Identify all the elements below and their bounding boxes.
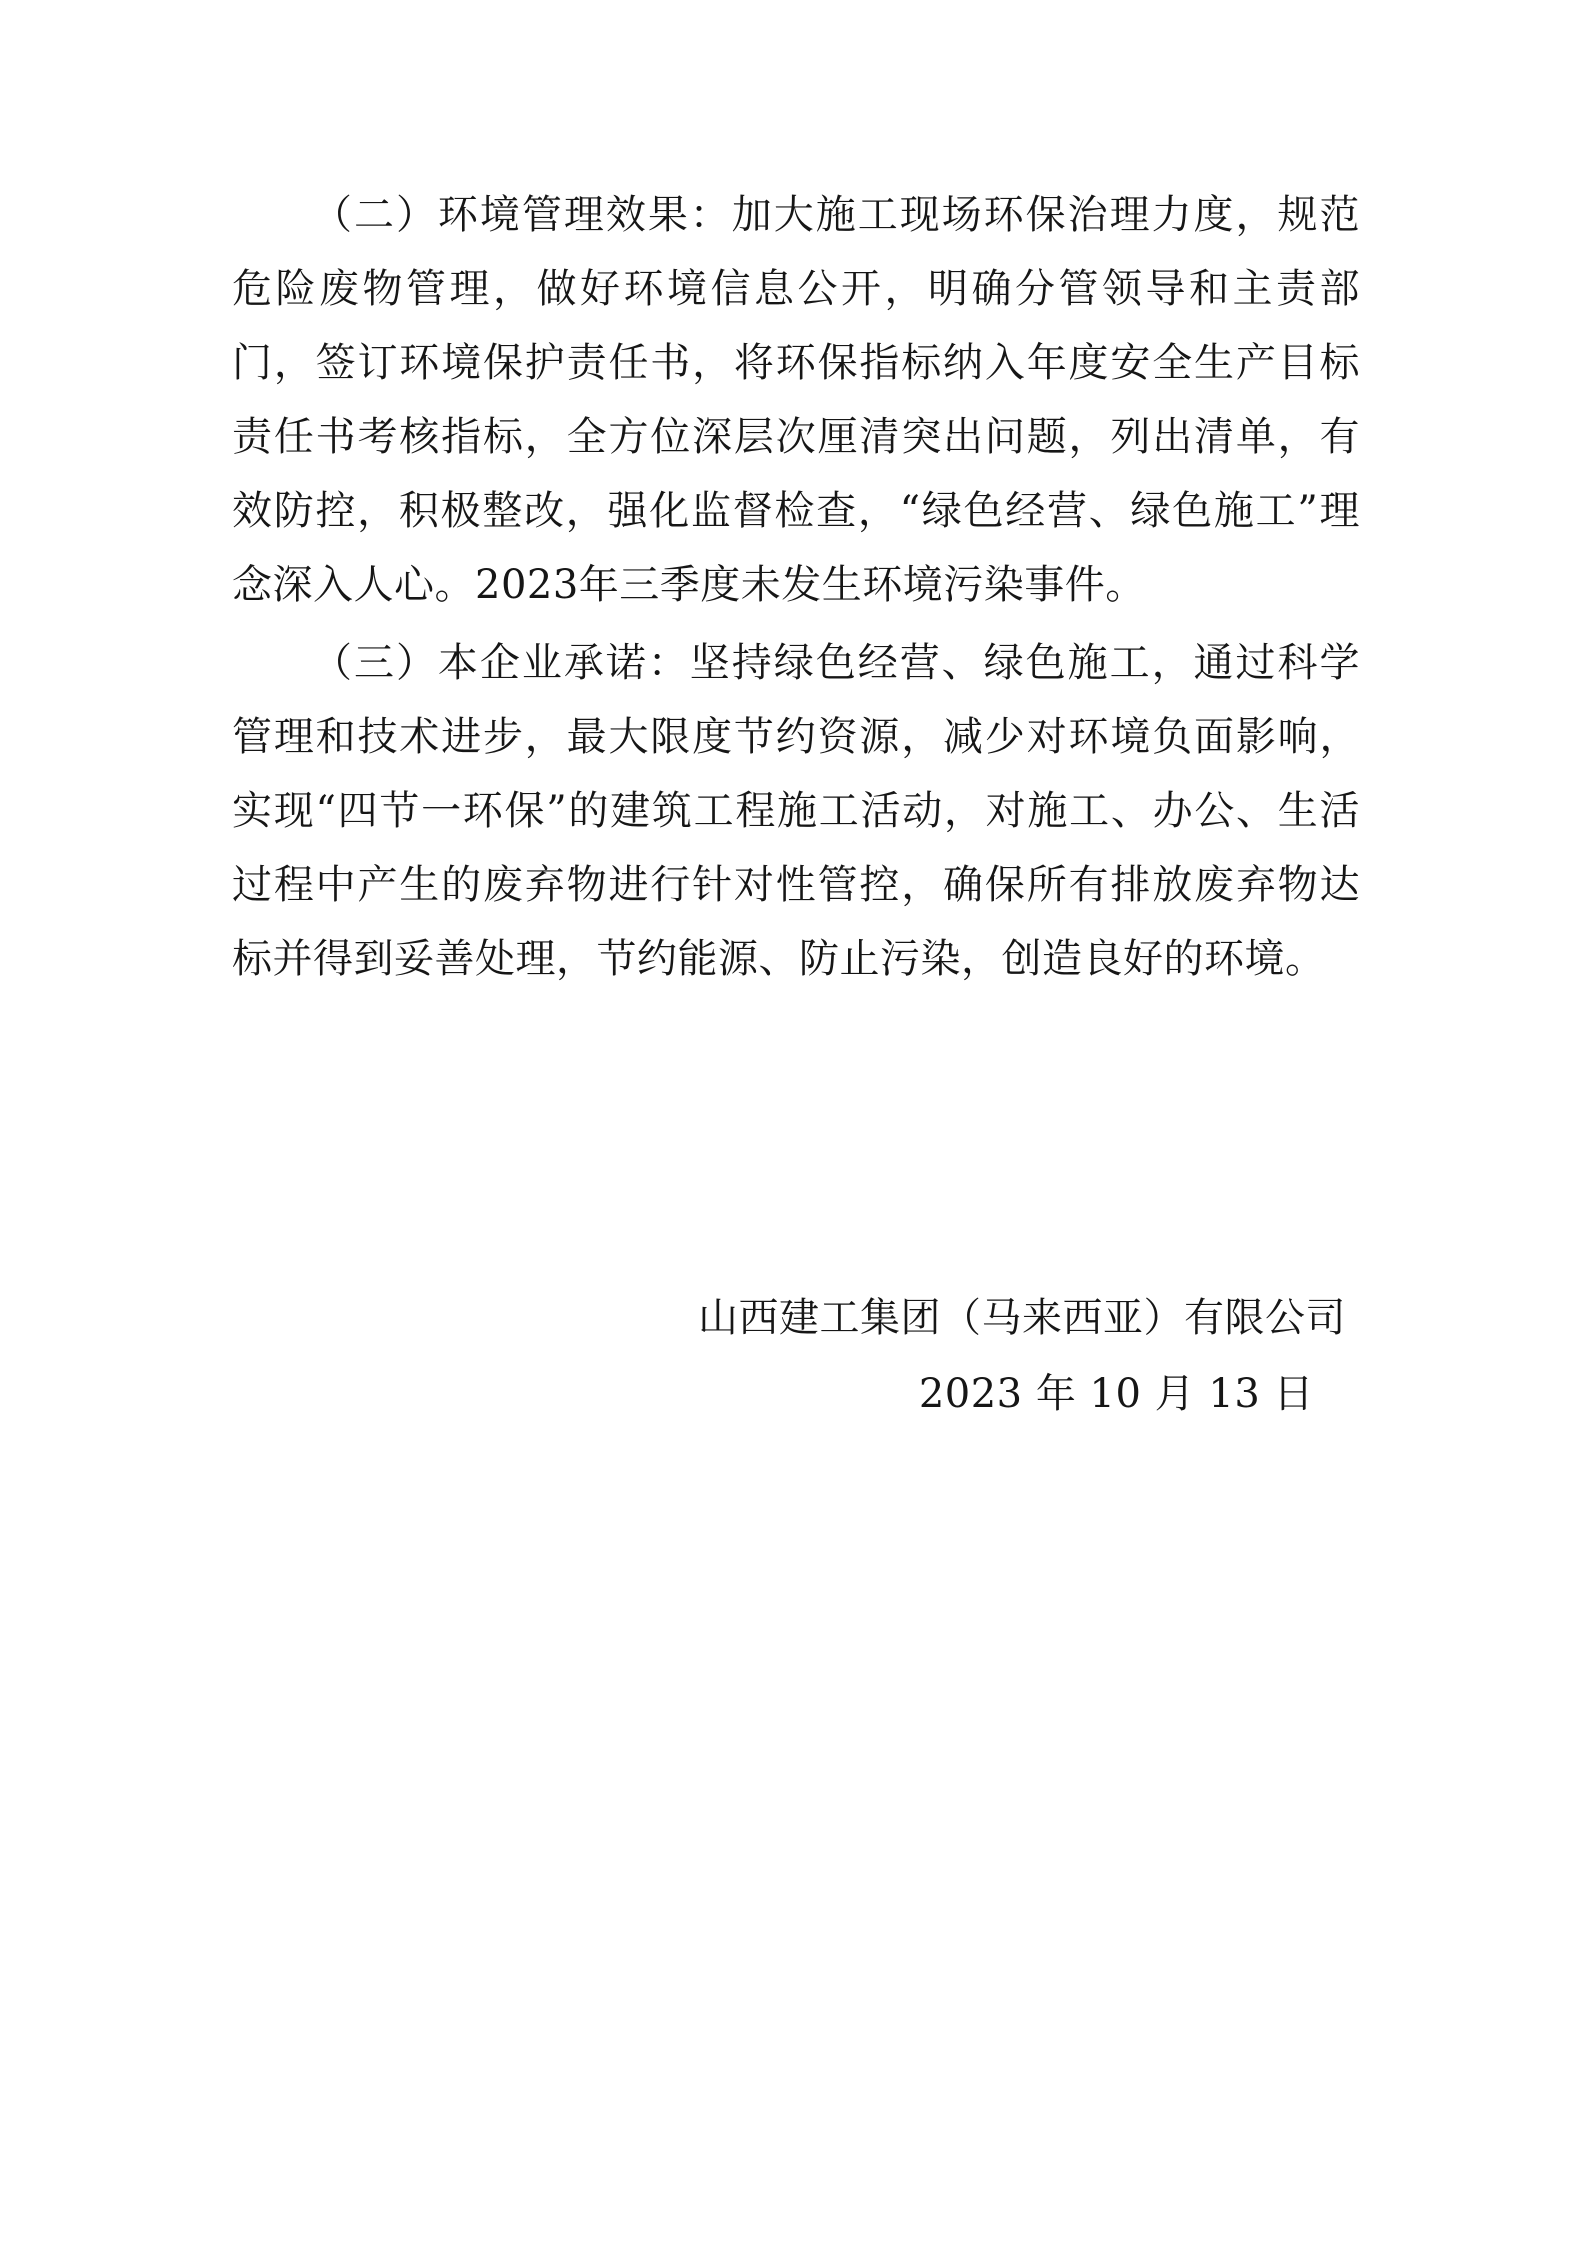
paragraph-enterprise-commitment: （三）本企业承诺：坚持绿色经营、绿色施工，通过科学管理和技术进步，最大限度节约资源，减少对环境负面影响，实现“四节一环保”的建筑工程施工活动，对施工、办公、生活过程中产生的废弃物进行针对性管控，确保所有排放废弃物达标并得到妥善处理，节约能源、防止污染，创造良好的环境。 [232, 640, 1360, 982]
paragraph-environment-management-effect: （二）环境管理效果：加大施工现场环保治理力度，规范危险废物管理，做好环境信息公开，明确分管领导和主责部门，签订环境保护责任书，将环保指标纳入年度安全生产目标责任书考核指标，全方位深层次厘清突出问题，列出清单，有效防控，积极整改，强化监督检查，“绿色经营、绿色施工”理念深入人心。2023年三季度未发生环境污染事件。 [232, 192, 1360, 608]
signature-company-name: 山西建工集团（马来西亚）有限公司 [698, 1295, 1346, 1341]
document-body [232, 178, 1360, 1000]
signature-date: 2023 年 10 月 13 日 [918, 1371, 1314, 1417]
signature-block [232, 1280, 1360, 1432]
